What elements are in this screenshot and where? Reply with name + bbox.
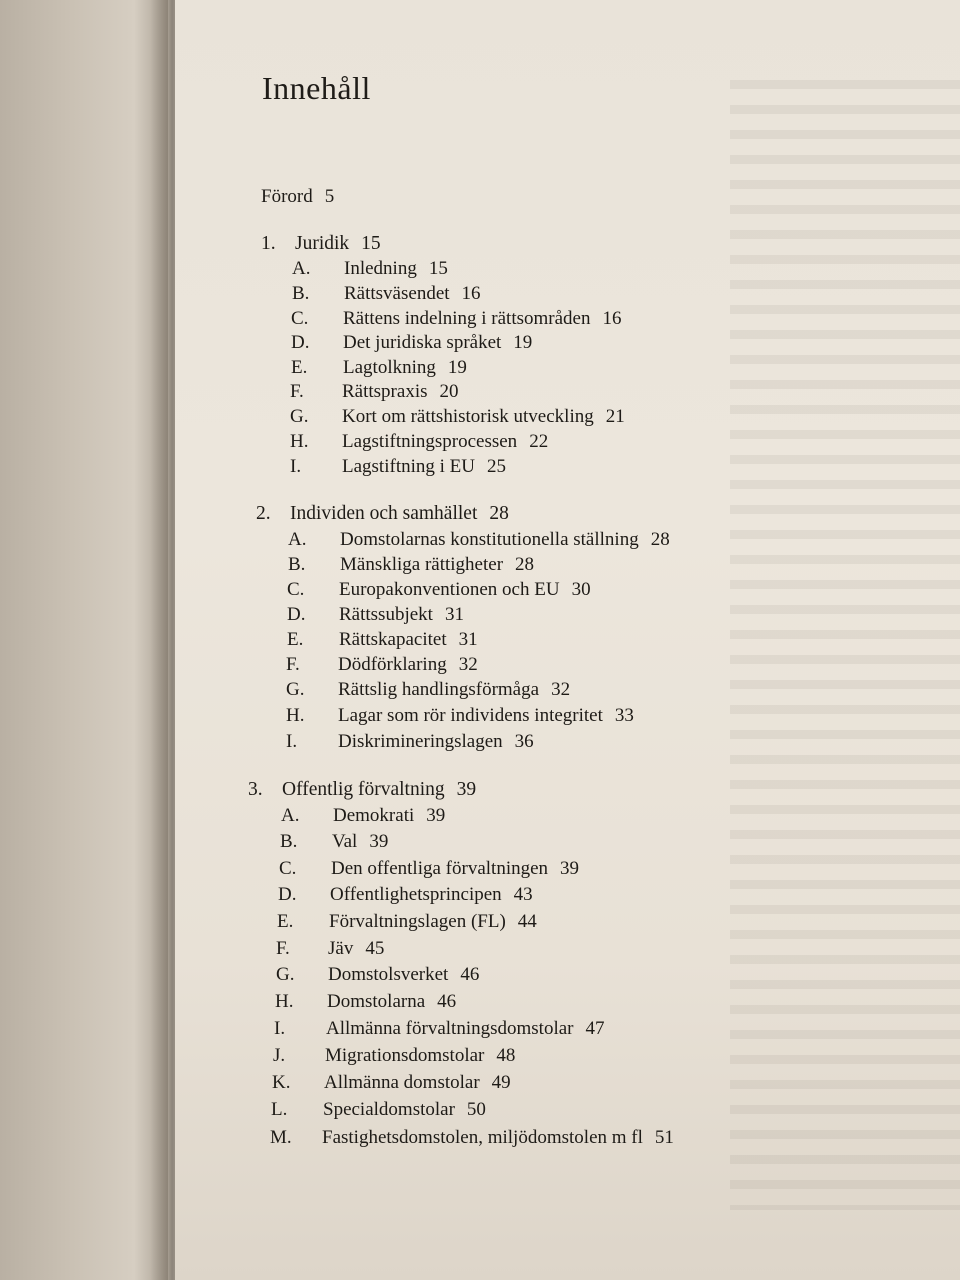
toc-item [290, 406, 625, 428]
item-letter: F. [276, 938, 290, 959]
toc-chapter [256, 503, 509, 525]
item-letter: B. [288, 554, 306, 575]
toc-item [291, 332, 532, 354]
item-title: Rättspraxis [342, 381, 428, 402]
toc-page-number: 28 [650, 529, 670, 550]
toc-item [290, 456, 506, 478]
chapter-title: Offentlig förvaltning [282, 779, 445, 800]
item-title: Förvaltningslagen (FL) [329, 911, 506, 932]
toc-page-number: 19 [447, 357, 467, 378]
item-letter: I. [274, 1018, 286, 1039]
item-title: Lagtolkning [343, 357, 436, 378]
bleed-through-text [730, 80, 960, 1210]
item-letter: A. [281, 805, 300, 826]
toc-item [286, 731, 534, 753]
item-letter: M. [270, 1127, 292, 1148]
item-title: Rättslig handlingsförmåga [338, 679, 540, 700]
toc-preface [261, 186, 334, 208]
toc-page-number: 21 [605, 406, 625, 427]
item-letter: H. [290, 431, 309, 452]
toc-item [292, 258, 448, 280]
item-title: Dödförklaring [338, 654, 447, 675]
toc-item [287, 604, 464, 626]
item-letter: J. [273, 1045, 286, 1066]
item-title: Den offentliga förvaltningen [331, 858, 549, 879]
toc-page-number: 39 [560, 858, 580, 879]
item-letter: A. [292, 258, 311, 279]
item-letter: E. [277, 911, 294, 932]
toc-item [280, 831, 388, 853]
toc-page-number: 47 [585, 1018, 605, 1039]
toc-page-number: 16 [461, 283, 481, 304]
toc-item [271, 1099, 486, 1121]
toc-page-number: 25 [486, 456, 506, 477]
toc-item [292, 283, 481, 305]
toc-page-number: 45 [365, 938, 385, 959]
toc-item [275, 991, 456, 1013]
item-title: Allmänna förvaltningsdomstolar [326, 1018, 574, 1039]
item-title: Lagstiftningsprocessen [342, 431, 518, 452]
toc-item [274, 1018, 604, 1040]
item-letter: I. [286, 731, 298, 752]
toc-page-number: 5 [324, 186, 335, 207]
item-title: Det juridiska språket [343, 332, 502, 353]
toc-page-number: 32 [458, 654, 478, 675]
item-letter: D. [278, 884, 297, 905]
item-title: Rättens indelning i rättsområden [343, 308, 591, 329]
item-letter: I. [290, 456, 302, 477]
item-letter: G. [286, 679, 305, 700]
toc-page-number: 31 [444, 604, 464, 625]
toc-page-number: 39 [369, 831, 389, 852]
toc-page-number: 46 [460, 964, 480, 985]
previous-page-edge [0, 0, 168, 1280]
toc-item [279, 858, 579, 880]
item-title: Rättssubjekt [339, 604, 433, 625]
item-letter: A. [288, 529, 307, 550]
chapter-number: 1. [261, 233, 276, 254]
toc-page-number: 22 [529, 431, 549, 452]
toc-page-number: 46 [437, 991, 457, 1012]
item-letter: E. [291, 357, 308, 378]
chapter-title: Juridik [295, 233, 350, 254]
toc-item [281, 805, 445, 827]
toc-item [277, 911, 537, 933]
item-letter: D. [287, 604, 306, 625]
item-title: Europakonventionen och EU [339, 579, 560, 600]
item-letter: C. [279, 858, 297, 879]
toc-page-number: 32 [551, 679, 571, 700]
item-title: Lagstiftning i EU [342, 456, 475, 477]
item-letter: G. [290, 406, 309, 427]
item-letter: D. [291, 332, 310, 353]
toc-item [288, 529, 670, 551]
item-title: Kort om rättshistorisk utveckling [342, 406, 594, 427]
item-title: Mänskliga rättigheter [340, 554, 504, 575]
toc-item [288, 554, 534, 576]
item-title: Diskrimineringslagen [338, 731, 503, 752]
toc-item [287, 629, 478, 651]
toc-item [286, 654, 478, 676]
toc-page-number: 31 [458, 629, 478, 650]
item-title: Allmänna domstolar [324, 1072, 480, 1093]
toc-page-number: 49 [491, 1072, 511, 1093]
item-title: Domstolsverket [328, 964, 449, 985]
item-letter: F. [290, 381, 304, 402]
chapter-number: 3. [248, 779, 263, 800]
toc-page-number: 43 [513, 884, 533, 905]
toc-page-number: 50 [466, 1099, 486, 1120]
item-title: Jäv [328, 938, 354, 959]
item-letter: K. [272, 1072, 291, 1093]
toc-item [290, 431, 548, 453]
toc-item [270, 1127, 674, 1149]
item-title: Rättskapacitet [339, 629, 447, 650]
toc-preface-label: Förord [261, 186, 313, 207]
toc-page-number: 48 [496, 1045, 516, 1066]
chapter-number: 2. [256, 503, 271, 524]
item-title: Domstolarnas konstitutionella ställning [340, 529, 639, 550]
item-title: Domstolarna [327, 991, 426, 1012]
toc-page-number: 20 [439, 381, 459, 402]
item-letter: C. [287, 579, 305, 600]
toc-page-number: 28 [515, 554, 535, 575]
toc-item [286, 705, 634, 727]
page-title: Innehåll [262, 70, 371, 106]
toc-page-number: 51 [654, 1127, 674, 1148]
item-title: Val [332, 831, 358, 852]
item-letter: H. [286, 705, 305, 726]
toc-item [290, 381, 459, 403]
toc-page-number: 16 [602, 308, 622, 329]
item-title: Fastighetsdomstolen, miljödomstolen m fl [322, 1127, 643, 1148]
item-title: Demokrati [333, 805, 415, 826]
toc-item [286, 679, 570, 701]
item-letter: F. [286, 654, 300, 675]
item-letter: B. [280, 831, 298, 852]
toc-page-number: 39 [456, 779, 477, 800]
toc-page-number: 28 [489, 503, 509, 524]
toc-page-number: 44 [517, 911, 537, 932]
toc-item [287, 579, 591, 601]
toc-chapter [261, 233, 381, 255]
toc-item [272, 1072, 511, 1094]
item-title: Offentlighetsprincipen [330, 884, 502, 905]
toc-page-number: 30 [571, 579, 591, 600]
item-letter: L. [271, 1099, 288, 1120]
toc-page-number: 15 [361, 233, 381, 254]
toc-page-number: 36 [514, 731, 534, 752]
item-letter: H. [275, 991, 294, 1012]
toc-item [273, 1045, 515, 1067]
item-letter: G. [276, 964, 295, 985]
toc-page-number: 39 [426, 805, 446, 826]
item-letter: B. [292, 283, 310, 304]
item-title: Specialdomstolar [323, 1099, 455, 1120]
toc-page-number: 19 [513, 332, 533, 353]
item-letter: E. [287, 629, 304, 650]
toc-item [291, 308, 621, 330]
item-letter: C. [291, 308, 309, 329]
toc-item [276, 964, 479, 986]
chapter-title: Individen och samhället [290, 503, 478, 524]
toc-item [276, 938, 384, 960]
toc-item [278, 884, 533, 906]
toc-chapter [248, 779, 476, 801]
item-title: Rättsväsendet [344, 283, 450, 304]
toc-item [291, 357, 467, 379]
item-title: Inledning [344, 258, 417, 279]
toc-page-number: 15 [428, 258, 448, 279]
item-title: Lagar som rör individens integritet [338, 705, 603, 726]
toc-page-number: 33 [614, 705, 634, 726]
item-title: Migrationsdomstolar [325, 1045, 485, 1066]
